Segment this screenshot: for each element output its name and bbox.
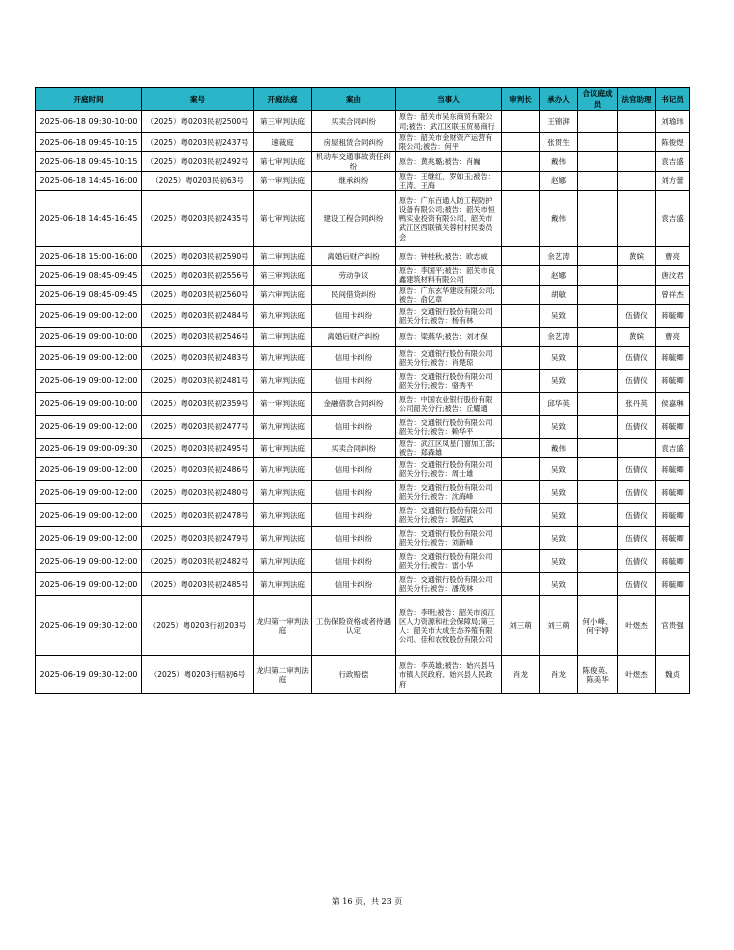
cell-parties: 原告：李英雄;被告：始兴县马市镇人民政府、始兴县人民政府 — [396, 656, 502, 694]
table-row — [36, 370, 690, 393]
cell-judge — [502, 416, 540, 439]
table-row — [36, 596, 690, 656]
col-header-judge: 审判长 — [502, 88, 540, 111]
cell-clerk: 蒋毓卿 — [656, 481, 690, 504]
cell-judge — [502, 171, 540, 190]
cell-case: （2025）粤0203民初2560号 — [142, 285, 254, 304]
cell-time: 2025-06-19 09:00-12:00 — [36, 481, 142, 504]
cell-assistant — [618, 133, 656, 152]
cell-handler: 赵娜 — [540, 171, 578, 190]
table-row — [36, 152, 690, 171]
cell-cause: 房屋租赁合同纠纷 — [312, 133, 396, 152]
cell-assistant: 伍倩仪 — [618, 550, 656, 573]
cell-cause: 买卖合同纠纷 — [312, 439, 396, 458]
col-header-parties: 当事人 — [396, 88, 502, 111]
table-row — [36, 111, 690, 133]
cell-court: 第二审判法庭 — [254, 247, 312, 266]
cell-judge: 肖龙 — [502, 656, 540, 694]
cell-panel — [578, 328, 618, 347]
cell-judge — [502, 111, 540, 133]
cell-assistant: 黄嫔 — [618, 247, 656, 266]
hearing-schedule-table — [35, 87, 690, 694]
cell-case: （2025）粤0203民初2479号 — [142, 527, 254, 550]
cell-time: 2025-06-18 15:00-16:00 — [36, 247, 142, 266]
cell-handler: 戴伟 — [540, 152, 578, 171]
cell-parties: 原告：交通银行股份有限公司韶关分行;被告：肖楚琼 — [396, 347, 502, 370]
cell-court: 第九审判法庭 — [254, 347, 312, 370]
cell-judge — [502, 573, 540, 596]
table-row — [36, 573, 690, 596]
cell-parties: 原告：韶关市金财资产运营有限公司;被告：何平 — [396, 133, 502, 152]
cell-handler: 张贯生 — [540, 133, 578, 152]
cell-handler: 吴致 — [540, 573, 578, 596]
cell-court: 第三审判法庭 — [254, 266, 312, 285]
cell-cause: 信用卡纠纷 — [312, 347, 396, 370]
cell-time: 2025-06-19 09:00-12:00 — [36, 573, 142, 596]
cell-case: （2025）粤0203民初2482号 — [142, 550, 254, 573]
table-row — [36, 527, 690, 550]
table-row — [36, 439, 690, 458]
cell-judge — [502, 247, 540, 266]
cell-handler: 戴伟 — [540, 439, 578, 458]
cell-court: 第九审判法庭 — [254, 416, 312, 439]
cell-judge — [502, 458, 540, 481]
cell-handler: 吴致 — [540, 481, 578, 504]
cell-case: （2025）粤0203民初2492号 — [142, 152, 254, 171]
cell-time: 2025-06-19 09:00-12:00 — [36, 370, 142, 393]
cell-assistant: 伍倩仪 — [618, 458, 656, 481]
cell-clerk: 曾祥杰 — [656, 285, 690, 304]
cell-clerk: 唐汶君 — [656, 266, 690, 285]
cell-clerk: 曹亮 — [656, 328, 690, 347]
col-header-court: 开庭法庭 — [254, 88, 312, 111]
cell-handler: 赵娜 — [540, 266, 578, 285]
cell-panel: 何小峰、何宇婷 — [578, 596, 618, 656]
cell-judge: 刘三萌 — [502, 596, 540, 656]
cell-handler: 吴致 — [540, 504, 578, 527]
cell-panel — [578, 152, 618, 171]
cell-cause: 离婚后财产纠纷 — [312, 247, 396, 266]
cell-clerk: 曹亮 — [656, 247, 690, 266]
cell-court: 第九审判法庭 — [254, 370, 312, 393]
col-header-clerk: 书记员 — [656, 88, 690, 111]
cell-judge — [502, 504, 540, 527]
cell-handler: 刘三萌 — [540, 596, 578, 656]
cell-cause: 金融借款合同纠纷 — [312, 393, 396, 416]
cell-case: （2025）粤0203民初2495号 — [142, 439, 254, 458]
cell-time: 2025-06-19 09:00-12:00 — [36, 347, 142, 370]
cell-parties: 原告：交通银行股份有限公司韶关分行;被告：郭超武 — [396, 504, 502, 527]
cell-parties: 原告：交通银行股份有限公司韶关分行;被告：周士雄 — [396, 458, 502, 481]
table-row — [36, 171, 690, 190]
table-row — [36, 481, 690, 504]
cell-court: 第二审判法庭 — [254, 328, 312, 347]
cell-panel — [578, 305, 618, 328]
cell-clerk: 刘方蕾 — [656, 171, 690, 190]
cell-parties: 原告：梁燕华;被告：刘才保 — [396, 328, 502, 347]
hearing-schedule-page — [35, 87, 689, 694]
cell-handler: 余艺涛 — [540, 328, 578, 347]
cell-judge — [502, 191, 540, 247]
table-row — [36, 266, 690, 285]
cell-clerk: 官贵强 — [656, 596, 690, 656]
cell-court: 第九审判法庭 — [254, 481, 312, 504]
cell-assistant: 叶煜杰 — [618, 656, 656, 694]
cell-judge — [502, 439, 540, 458]
cell-cause: 信用卡纠纷 — [312, 305, 396, 328]
cell-clerk: 蒋毓卿 — [656, 305, 690, 328]
cell-judge — [502, 370, 540, 393]
cell-time: 2025-06-19 09:30-12:00 — [36, 596, 142, 656]
cell-case: （2025）粤0203民初2590号 — [142, 247, 254, 266]
cell-clerk: 魏贞 — [656, 656, 690, 694]
cell-assistant: 黄嫔 — [618, 328, 656, 347]
cell-panel — [578, 550, 618, 573]
cell-case: （2025）粤0203民初2486号 — [142, 458, 254, 481]
cell-court: 第七审判法庭 — [254, 152, 312, 171]
cell-parties: 原告：交通银行股份有限公司韶关分行;被告：刘新峰 — [396, 527, 502, 550]
cell-handler: 王锦湃 — [540, 111, 578, 133]
cell-handler: 吴致 — [540, 416, 578, 439]
cell-parties: 原告：交通银行股份有限公司韶关分行;被告：杨有林 — [396, 305, 502, 328]
cell-parties: 原告：广东百通人防工程防护设备有限公司;被告：韶关市恒鸭实业投资有限公司、韶关市武江区西联镇关蓉村村民委员会 — [396, 191, 502, 247]
cell-judge — [502, 152, 540, 171]
cell-clerk: 袁吉盛 — [656, 191, 690, 247]
cell-assistant — [618, 191, 656, 247]
cell-parties: 原告：交通银行股份有限公司韶关分行;被告：赖华平 — [396, 416, 502, 439]
table-row — [36, 347, 690, 370]
cell-court: 第七审判法庭 — [254, 191, 312, 247]
cell-court: 第九审判法庭 — [254, 458, 312, 481]
cell-assistant — [618, 439, 656, 458]
cell-time: 2025-06-18 09:30-10:00 — [36, 111, 142, 133]
cell-cause: 行政赔偿 — [312, 656, 396, 694]
table-row — [36, 416, 690, 439]
cell-assistant: 伍倩仪 — [618, 416, 656, 439]
cell-panel — [578, 393, 618, 416]
table-row — [36, 133, 690, 152]
cell-judge — [502, 285, 540, 304]
cell-panel — [578, 247, 618, 266]
cell-parties: 原告：钟桂秋;被告：欧志威 — [396, 247, 502, 266]
cell-handler: 吴致 — [540, 458, 578, 481]
cell-cause: 信用卡纠纷 — [312, 550, 396, 573]
cell-parties: 原告：交通银行股份有限公司韶关分行;被告：潘茂林 — [396, 573, 502, 596]
cell-case: （2025）粤0203民初2477号 — [142, 416, 254, 439]
table-row — [36, 191, 690, 247]
cell-cause: 工伤保险资格或者待遇认定 — [312, 596, 396, 656]
cell-court: 第九审判法庭 — [254, 504, 312, 527]
col-header-cause: 案由 — [312, 88, 396, 111]
cell-court: 第三审判法庭 — [254, 111, 312, 133]
cell-judge — [502, 550, 540, 573]
cell-clerk: 蒋毓卿 — [656, 504, 690, 527]
cell-judge — [502, 133, 540, 152]
cell-clerk: 陈俊煜 — [656, 133, 690, 152]
cell-case: （2025）粤0203民初2556号 — [142, 266, 254, 285]
cell-handler: 戴伟 — [540, 191, 578, 247]
table-header-row — [36, 88, 690, 111]
cell-handler: 余艺涛 — [540, 247, 578, 266]
cell-assistant: 伍倩仪 — [618, 527, 656, 550]
cell-parties: 原告：交通银行股份有限公司韶关分行;被告：雷小华 — [396, 550, 502, 573]
cell-case: （2025）粤0203民初63号 — [142, 171, 254, 190]
cell-handler: 肖龙 — [540, 656, 578, 694]
cell-case: （2025）粤0203民初2480号 — [142, 481, 254, 504]
cell-court: 第九审判法庭 — [254, 527, 312, 550]
cell-panel — [578, 370, 618, 393]
cell-time: 2025-06-19 09:00-12:00 — [36, 550, 142, 573]
cell-panel — [578, 133, 618, 152]
cell-clerk: 袁吉盛 — [656, 439, 690, 458]
cell-clerk: 蒋毓卿 — [656, 416, 690, 439]
cell-clerk: 侯嘉琳 — [656, 393, 690, 416]
cell-assistant: 伍倩仪 — [618, 573, 656, 596]
cell-court: 第九审判法庭 — [254, 550, 312, 573]
cell-case: （2025）粤0203行初203号 — [142, 596, 254, 656]
cell-cause: 信用卡纠纷 — [312, 504, 396, 527]
cell-cause: 继承纠纷 — [312, 171, 396, 190]
cell-cause: 民间借贷纠纷 — [312, 285, 396, 304]
cell-time: 2025-06-19 09:00-12:00 — [36, 458, 142, 481]
cell-cause: 信用卡纠纷 — [312, 416, 396, 439]
cell-clerk: 袁吉盛 — [656, 152, 690, 171]
table-row — [36, 285, 690, 304]
cell-handler: 吴致 — [540, 347, 578, 370]
col-header-panel: 合议庭成员 — [578, 88, 618, 111]
cell-clerk: 蒋毓卿 — [656, 527, 690, 550]
cell-assistant — [618, 111, 656, 133]
cell-time: 2025-06-19 09:30-12:00 — [36, 656, 142, 694]
cell-panel — [578, 347, 618, 370]
cell-court: 第七审判法庭 — [254, 439, 312, 458]
cell-time: 2025-06-19 09:00-12:00 — [36, 504, 142, 527]
cell-time: 2025-06-19 08:45-09:45 — [36, 266, 142, 285]
cell-parties: 原告：黄兆璐;被告：肖巍 — [396, 152, 502, 171]
table-body — [36, 111, 690, 694]
cell-time: 2025-06-19 09:00-12:00 — [36, 305, 142, 328]
cell-time: 2025-06-19 09:00-12:00 — [36, 527, 142, 550]
table-row — [36, 247, 690, 266]
cell-clerk: 蒋毓卿 — [656, 370, 690, 393]
table-row — [36, 458, 690, 481]
table-row — [36, 656, 690, 694]
cell-parties: 原告：李明;被告：韶关市浈江区人力资源和社会保障局;第三人：韶关市大成生态养殖有限公司、佳和农牧股份有限公司 — [396, 596, 502, 656]
cell-panel — [578, 527, 618, 550]
cell-assistant: 叶煜杰 — [618, 596, 656, 656]
cell-handler: 胡敏 — [540, 285, 578, 304]
cell-cause: 信用卡纠纷 — [312, 370, 396, 393]
table-row — [36, 328, 690, 347]
cell-assistant: 张丹英 — [618, 393, 656, 416]
cell-case: （2025）粤0203民初2481号 — [142, 370, 254, 393]
cell-cause: 离婚后财产纠纷 — [312, 328, 396, 347]
cell-judge — [502, 266, 540, 285]
cell-case: （2025）粤0203民初2437号 — [142, 133, 254, 152]
cell-handler: 吴致 — [540, 550, 578, 573]
cell-time: 2025-06-19 09:00-12:00 — [36, 416, 142, 439]
table-row — [36, 393, 690, 416]
cell-case: （2025）粤0203民初2485号 — [142, 573, 254, 596]
cell-judge — [502, 328, 540, 347]
cell-panel — [578, 439, 618, 458]
cell-panel — [578, 111, 618, 133]
cell-parties: 原告：武江区凤星门窗加工部;被告：郑森雄 — [396, 439, 502, 458]
cell-judge — [502, 347, 540, 370]
col-header-time: 开庭时间 — [36, 88, 142, 111]
page-footer: 第 16 页，共 23 页 — [331, 897, 403, 906]
cell-case: （2025）粤0203民初2484号 — [142, 305, 254, 328]
cell-case: （2025）粤0203民初2359号 — [142, 393, 254, 416]
cell-panel — [578, 171, 618, 190]
cell-parties: 原告：交通银行股份有限公司韶关分行;被告：骆秀平 — [396, 370, 502, 393]
cell-time: 2025-06-19 09:00-09:30 — [36, 439, 142, 458]
cell-time: 2025-06-19 09:00-10:00 — [36, 328, 142, 347]
cell-case: （2025）粤0203民初2435号 — [142, 191, 254, 247]
cell-time: 2025-06-19 08:45-09:45 — [36, 285, 142, 304]
cell-assistant: 伍倩仪 — [618, 347, 656, 370]
cell-cause: 建设工程合同纠纷 — [312, 191, 396, 247]
cell-clerk: 刘瑜玮 — [656, 111, 690, 133]
cell-parties: 原告：广东玄华建设有限公司;被告：俞亿章 — [396, 285, 502, 304]
col-header-case: 案号 — [142, 88, 254, 111]
cell-case: （2025）粤0203民初2500号 — [142, 111, 254, 133]
cell-cause: 信用卡纠纷 — [312, 573, 396, 596]
cell-panel: 陈俊英、陈美华 — [578, 656, 618, 694]
cell-cause: 买卖合同纠纷 — [312, 111, 396, 133]
cell-panel — [578, 285, 618, 304]
cell-assistant — [618, 285, 656, 304]
cell-assistant: 伍倩仪 — [618, 370, 656, 393]
cell-judge — [502, 527, 540, 550]
cell-cause: 机动车交通事故责任纠纷 — [312, 152, 396, 171]
cell-court: 第九审判法庭 — [254, 305, 312, 328]
cell-judge — [502, 393, 540, 416]
cell-court: 第一审判法庭 — [254, 393, 312, 416]
cell-clerk: 蒋毓卿 — [656, 550, 690, 573]
cell-handler: 吴致 — [540, 305, 578, 328]
cell-panel — [578, 481, 618, 504]
cell-case: （2025）粤0203行赔初6号 — [142, 656, 254, 694]
cell-court: 第一审判法庭 — [254, 171, 312, 190]
cell-case: （2025）粤0203民初2478号 — [142, 504, 254, 527]
cell-court: 第六审判法庭 — [254, 285, 312, 304]
cell-judge — [502, 481, 540, 504]
table-row — [36, 550, 690, 573]
cell-clerk: 蒋毓卿 — [656, 458, 690, 481]
cell-judge — [502, 305, 540, 328]
cell-handler: 邱华英 — [540, 393, 578, 416]
cell-cause: 劳动争议 — [312, 266, 396, 285]
cell-panel — [578, 458, 618, 481]
cell-parties: 原告：王继红、罗如玉;被告：王涛、王海 — [396, 171, 502, 190]
cell-panel — [578, 191, 618, 247]
cell-parties: 原告：交通银行股份有限公司韶关分行;被告：沈海峰 — [396, 481, 502, 504]
table-row — [36, 504, 690, 527]
cell-court: 第九审判法庭 — [254, 573, 312, 596]
cell-cause: 信用卡纠纷 — [312, 527, 396, 550]
cell-parties: 原告：韶关市吴东商贸有限公司;被告：武江区联玉贸易商行 — [396, 111, 502, 133]
cell-assistant — [618, 152, 656, 171]
cell-panel — [578, 416, 618, 439]
cell-case: （2025）粤0203民初2546号 — [142, 328, 254, 347]
cell-cause: 信用卡纠纷 — [312, 481, 396, 504]
cell-time: 2025-06-18 09:45-10:15 — [36, 152, 142, 171]
table-row — [36, 305, 690, 328]
cell-panel — [578, 504, 618, 527]
cell-panel — [578, 266, 618, 285]
cell-assistant: 伍倩仪 — [618, 504, 656, 527]
cell-panel — [578, 573, 618, 596]
cell-parties: 原告：李国平;被告：韶关市良鑫建筑材料有限公司 — [396, 266, 502, 285]
cell-assistant: 伍倩仪 — [618, 481, 656, 504]
cell-case: （2025）粤0203民初2483号 — [142, 347, 254, 370]
col-header-handler: 承办人 — [540, 88, 578, 111]
cell-court: 龙归第一审判法庭 — [254, 596, 312, 656]
cell-time: 2025-06-18 14:45-16:00 — [36, 171, 142, 190]
cell-assistant — [618, 171, 656, 190]
col-header-assistant: 法官助理 — [618, 88, 656, 111]
cell-clerk: 蒋毓卿 — [656, 347, 690, 370]
cell-time: 2025-06-18 14:45-16:45 — [36, 191, 142, 247]
cell-handler: 吴致 — [540, 527, 578, 550]
cell-time: 2025-06-19 09:00-10:00 — [36, 393, 142, 416]
cell-handler: 吴致 — [540, 370, 578, 393]
cell-court: 龙归第二审判法庭 — [254, 656, 312, 694]
cell-time: 2025-06-18 09:45-10:15 — [36, 133, 142, 152]
cell-assistant: 伍倩仪 — [618, 305, 656, 328]
cell-parties: 原告：中国农业银行股份有限公司韶关分行;被告：丘耀通 — [396, 393, 502, 416]
cell-cause: 信用卡纠纷 — [312, 458, 396, 481]
cell-court: 速裁庭 — [254, 133, 312, 152]
cell-clerk: 蒋毓卿 — [656, 573, 690, 596]
cell-assistant — [618, 266, 656, 285]
